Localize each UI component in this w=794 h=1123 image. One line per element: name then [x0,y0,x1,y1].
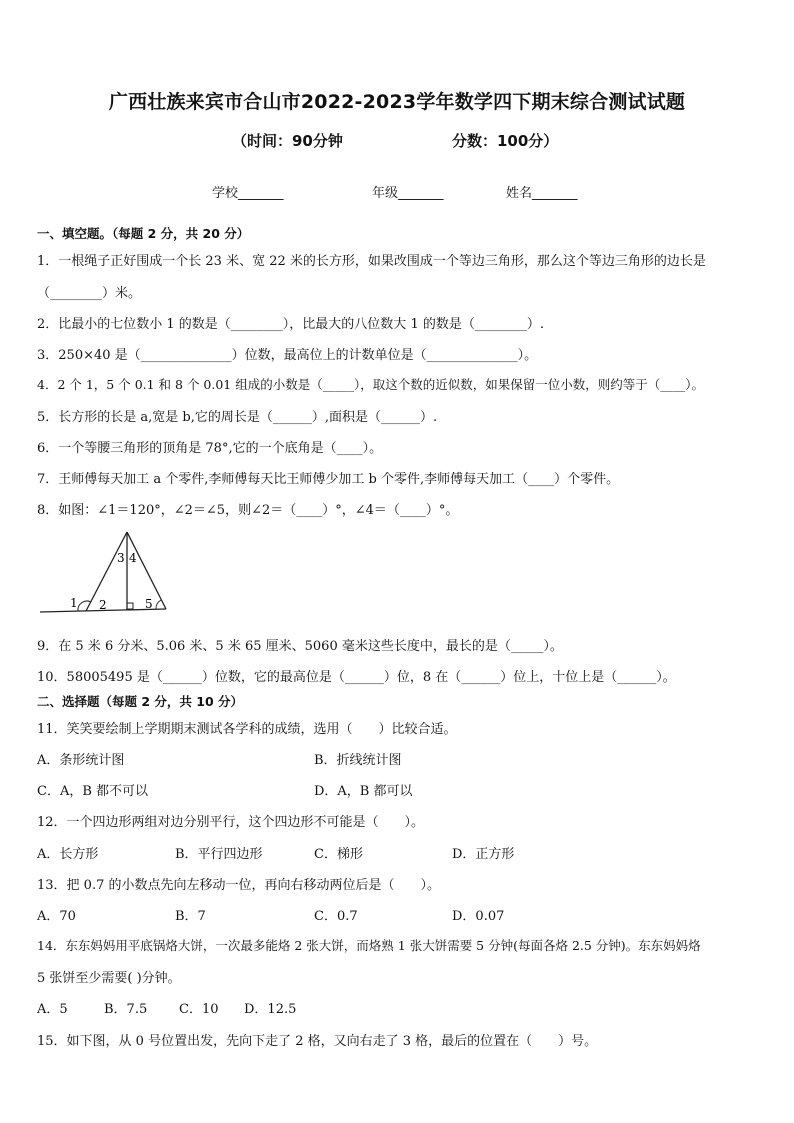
question-4: 4．2 个 1，5 个 0.1 和 8 个 0.01 组成的小数是（_____），取这个数的近似数，如果保留一位小数，则约等于（____）。 [37,377,704,392]
page-title: 广西壮族来宾市合山市2022-2023学年数学四下期末综合测试试题 [108,91,686,113]
question-2: 2．比最小的七位数小 1 的数是（________），比最大的八位数大 1 的数是（________）. [37,317,544,332]
q11-option-b: B．折线统计图 [314,753,402,768]
q14-option-a: A．5 [37,1002,68,1017]
q14-option-c: C．10 [179,1002,219,1017]
question-5: 5．长方形的长是 a,宽是 b,它的周长是（______）,面积是（______）. [37,410,438,425]
angle-label-2: 2 [99,598,107,612]
section2-heading: 二、选择题（每题 2 分，共 10 分） [37,694,244,709]
question-15: 15．如下图，从 0 号位置出发，先向下走了 2 格，又向右走了 3 格，最后的位置在（ ）号。 [37,1034,598,1049]
q14-option-d: D．12.5 [244,1002,297,1017]
q13-option-a: A．70 [37,909,76,924]
q12-option-d: D．正方形 [452,847,515,862]
q11-option-d: D．A，B 都可以 [314,784,413,799]
question-8: 8．如图：∠1＝120°，∠2＝∠5，则∠2＝（____）°，∠4＝（____）°。 [37,503,459,518]
angle-label-4: 4 [129,551,137,565]
question-13: 13．把 0.7 的小数点先向左移动一位，再向右移动两位后是（ ）。 [37,878,440,893]
question-12: 12．一个四边形两组对边分别平行，这个四边形不可能是（ ）。 [37,815,425,830]
exam-time: （时间：90分钟 [232,132,343,150]
q13-option-b: B．7 [175,909,206,924]
q14-option-b: B．7.5 [104,1002,148,1017]
name-field: 姓名_______ [506,186,578,201]
school-field: 学校_______ [212,186,284,201]
question-1-line2: （________）米。 [37,286,142,301]
question-14-line2: 5 张饼至少需要( )分钟。 [37,971,181,986]
exam-score: 分数：100分） [452,132,559,150]
question-1-line1: 1．一根绳子正好围成一个长 23 米、宽 22 米的长方形，如果改围成一个等边三角形，那么这个等边三角形的边长是 [37,254,706,269]
section1-heading: 一、填空题。（每题 2 分，共 20 分） [37,226,250,241]
grade-field: 年级_______ [372,186,444,201]
question-6: 6．一个等腰三角形的顶角是 78°,它的一个底角是（____）。 [37,441,383,456]
q11-option-a: A．条形统计图 [37,753,125,768]
q12-option-a: A．长方形 [37,847,99,862]
question-10: 10．58005495 是（______）位数，它的最高位是（______）位，8 在（______）位上，十位上是（______）。 [37,670,676,685]
question-14-line1: 14．东东妈妈用平底锅烙大饼，一次最多能烙 2 张大饼，而烙熟 1 张大饼需要 5 分钟(每面各烙 2.5 分钟)。东东妈妈烙 [37,938,701,953]
triangle-figure [38,528,178,618]
question-3: 3．250×40 是（______________）位数，最高位上的计数单位是（______________）。 [37,348,538,363]
q13-option-d: D．0.07 [452,909,505,924]
question-11: 11．笑笑要绘制上学期期末测试各学科的成绩，选用（ ）比较合适。 [37,722,457,737]
angle-label-5: 5 [145,597,153,611]
question-9: 9．在 5 米 6 分米、5.06 米、5 米 65 厘米、5060 毫米这些长度中，最长的是（_____）。 [37,639,563,654]
question-7: 7．王师傅每天加工 a 个零件,李师傅每天比王师傅少加工 b 个零件,李师傅每天加工（____）个零件。 [37,472,620,487]
angle-label-1: 1 [70,596,78,610]
q12-option-c: C．梯形 [314,847,363,862]
angle-label-3: 3 [117,551,125,565]
q12-option-b: B．平行四边形 [175,847,263,862]
q11-option-c: C．A，B 都不可以 [37,784,149,799]
q13-option-c: C．0.7 [314,909,358,924]
